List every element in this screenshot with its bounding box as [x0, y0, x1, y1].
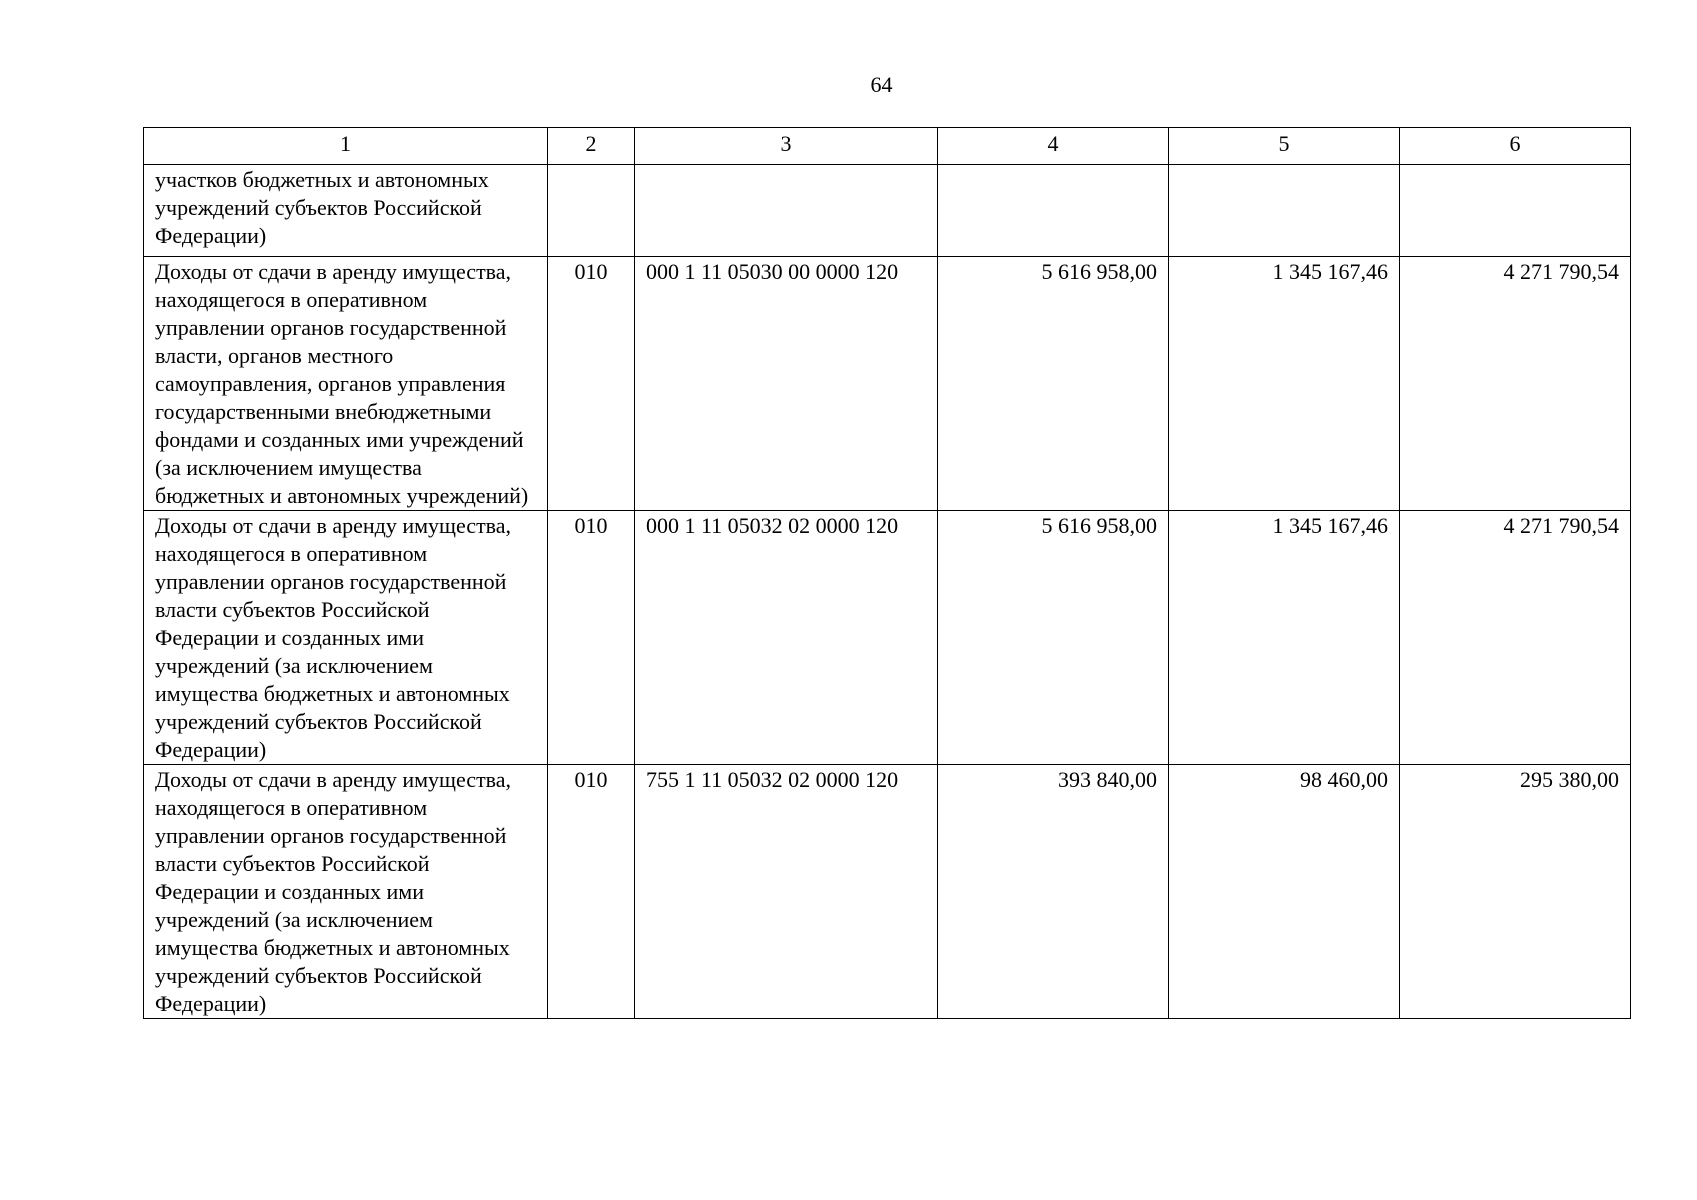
row-name-cell: Доходы от сдачи в аренду имущества, находящегося в оперативном управлении органов государственной власти субъектов Российской Федерации и созданных ими учреждений (за исключением имущества бюджетных и автономных учреждений субъектов Российской Федерации) — [144, 511, 548, 765]
income-code-cell: 000 1 11 05032 02 0000 120 — [635, 511, 938, 765]
table-row — [144, 257, 1631, 511]
line-code-cell — [548, 165, 635, 257]
approved-cell: 393 840,00 — [938, 765, 1169, 1019]
table-header-row — [144, 128, 1631, 165]
column-header-6: 6 — [1400, 128, 1631, 165]
row-name-cell: Доходы от сдачи в аренду имущества, находящегося в оперативном управлении органов государственной власти, органов местного самоуправления, органов управления государственными внебюджетными фондами и созданных ими учреждений (за исключением имущества бюджетных и автономных учреждений) — [144, 257, 548, 511]
income-code-cell — [635, 165, 938, 257]
approved-cell: 5 616 958,00 — [938, 257, 1169, 511]
executed-cell: 1 345 167,46 — [1169, 511, 1400, 765]
column-header-4: 4 — [938, 128, 1169, 165]
column-header-3: 3 — [635, 128, 938, 165]
income-table — [143, 127, 1631, 1019]
column-header-2: 2 — [548, 128, 635, 165]
unexecuted-cell: 4 271 790,54 — [1400, 257, 1631, 511]
table-row — [144, 765, 1631, 1019]
executed-cell: 98 460,00 — [1169, 765, 1400, 1019]
approved-cell: 5 616 958,00 — [938, 511, 1169, 765]
executed-cell — [1169, 165, 1400, 257]
income-code-cell: 000 1 11 05030 00 0000 120 — [635, 257, 938, 511]
row-name-cell: участков бюджетных и автономных учреждений субъектов Российской Федерации) — [144, 165, 548, 257]
line-code-cell: 010 — [548, 257, 635, 511]
line-code-cell: 010 — [548, 765, 635, 1019]
table-row — [144, 165, 1631, 257]
column-header-1: 1 — [144, 128, 548, 165]
row-name-cell: Доходы от сдачи в аренду имущества, находящегося в оперативном управлении органов государственной власти субъектов Российской Федерации и созданных ими учреждений (за исключением имущества бюджетных и автономных учреждений субъектов Российской Федерации) — [144, 765, 548, 1019]
line-code-cell: 010 — [548, 511, 635, 765]
table-row — [144, 511, 1631, 765]
unexecuted-cell — [1400, 165, 1631, 257]
unexecuted-cell: 4 271 790,54 — [1400, 511, 1631, 765]
column-header-5: 5 — [1169, 128, 1400, 165]
executed-cell: 1 345 167,46 — [1169, 257, 1400, 511]
unexecuted-cell: 295 380,00 — [1400, 765, 1631, 1019]
page-number: 64 — [870, 72, 893, 97]
approved-cell — [938, 165, 1169, 257]
income-code-cell: 755 1 11 05032 02 0000 120 — [635, 765, 938, 1019]
